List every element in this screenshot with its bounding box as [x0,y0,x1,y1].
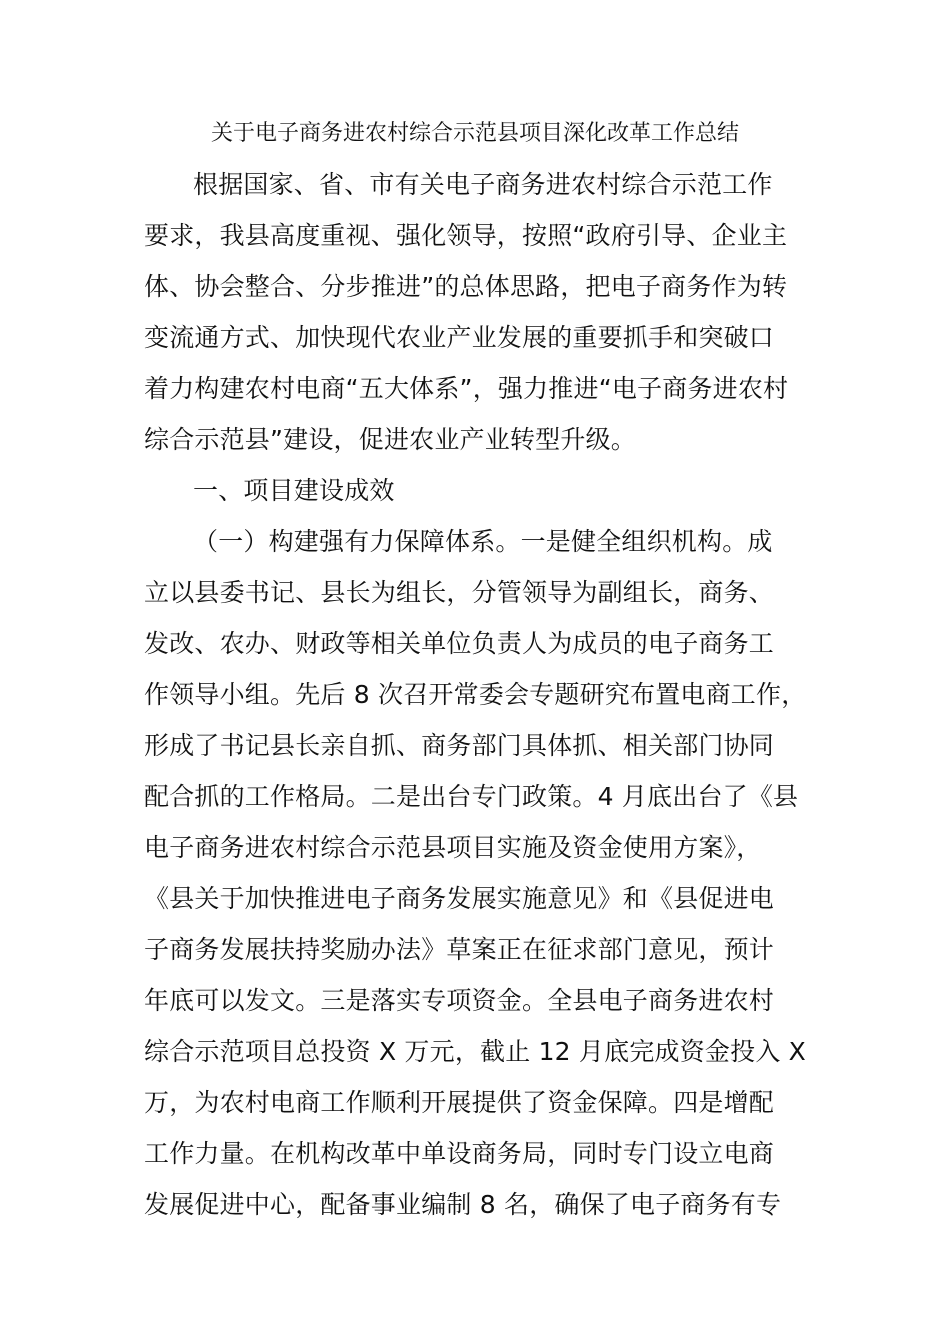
document-title: 关于电子商务进农村综合示范县项目深化改革工作总结 [210,121,739,146]
paragraph-line-12: 形成了书记县长亲自抓、商务部门具体抓、相关部门协同 [144,731,775,760]
paragraph-line-18: 综合示范项目总投资 X 万元，截止 12 月底完成资金投入 X [144,1037,807,1066]
paragraph-line-19: 万，为农村电商工作顺利开展提供了资金保障。四是增配 [144,1088,775,1117]
paragraph-line-2: 要求，我县高度重视、强化领导，按照“政府引导、企业主 [144,221,788,250]
paragraph-line-4: 变流通方式、加快现代农业产业发展的重要抓手和突破口 [144,323,775,352]
paragraph-line-13: 配合抓的工作格局。二是出台专门政策。4 月底出台了《县 [144,782,799,811]
paragraph-line-16: 子商务发展扶持奖励办法》草案正在征求部门意见，预计 [144,935,775,964]
section-heading: 一、项目建设成效 [193,476,395,505]
paragraph-line-20: 工作力量。在机构改革中单设商务局，同时专门设立电商 [144,1139,775,1168]
paragraph-line-1: 根据国家、省、市有关电子商务进农村综合示范工作 [193,170,773,199]
paragraph-line-17: 年底可以发文。三是落实专项资金。全县电子商务进农村 [144,986,775,1015]
paragraph-line-8: （一）构建强有力保障体系。一是健全组织机构。成 [193,527,773,556]
paragraph-line-11: 作领导小组。先后 8 次召开常委会专题研究布置电商工作， [144,680,807,709]
paragraph-line-14: 电子商务进农村综合示范县项目实施及资金使用方案》， [144,833,762,862]
paragraph-line-21: 发展促进中心，配备事业编制 8 名，确保了电子商务有专 [144,1190,782,1219]
paragraph-line-5: 着力构建农村电商“五大体系”，强力推进“电子商务进农村 [144,374,789,403]
paragraph-line-10: 发改、农办、财政等相关单位负责人为成员的电子商务工 [144,629,775,658]
paragraph-line-15: 《县关于加快推进电子商务发展实施意见》和《县促进电 [144,884,775,913]
paragraph-line-6: 综合示范县”建设，促进农业产业转型升级。 [144,425,636,454]
paragraph-line-9: 立以县委书记、县长为组长，分管领导为副组长，商务、 [144,578,775,607]
paragraph-line-3: 体、协会整合、分步推进”的总体思路，把电子商务作为转 [144,272,788,301]
